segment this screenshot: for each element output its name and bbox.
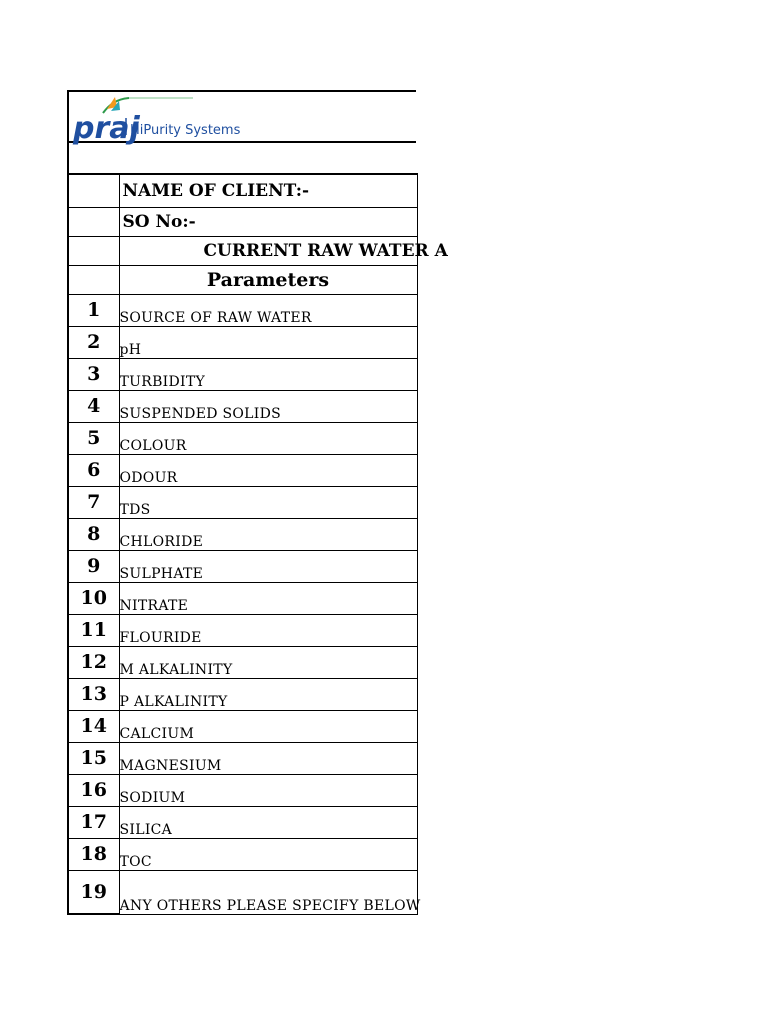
- row-number: 8: [68, 518, 119, 550]
- table-row: [68, 486, 417, 518]
- blank-row: [67, 143, 416, 173]
- row-number: 3: [68, 358, 119, 390]
- client-label: NAME OF CLIENT:-: [122, 180, 310, 201]
- parameter-name: CALCIUM: [119, 710, 417, 742]
- table-row: [68, 518, 417, 550]
- logo-wordmark: praj: [73, 111, 140, 146]
- parameter-name: SILICA: [119, 806, 417, 838]
- parameter-name: SODIUM: [119, 774, 417, 806]
- table-row: [68, 710, 417, 742]
- header-logo-row: [67, 90, 416, 146]
- parameter-name: ANY OTHERS PLEASE SPECIFY BELOW: [119, 870, 417, 914]
- parameter-name: COLOUR: [119, 422, 417, 454]
- parameter-name: TDS: [119, 486, 417, 518]
- logo-subtitle: HiPurity Systems: [130, 123, 241, 138]
- row-number: 5: [68, 422, 119, 454]
- parameter-name: SOURCE OF RAW WATER: [119, 294, 417, 326]
- form-sheet: [67, 90, 448, 919]
- parameter-name: TURBIDITY: [119, 358, 417, 390]
- section-title: CURRENT RAW WATER A: [203, 240, 448, 261]
- row-number: 12: [68, 646, 119, 678]
- section-title-row: [68, 236, 417, 265]
- table-row: [68, 422, 417, 454]
- so-label: SO No:-: [122, 211, 196, 232]
- so-field[interactable]: [119, 207, 417, 236]
- client-field[interactable]: [119, 174, 417, 207]
- parameter-name: M ALKALINITY: [119, 646, 417, 678]
- row-number: 4: [68, 390, 119, 422]
- parameters-header-row: [68, 265, 417, 294]
- table-row: [68, 678, 417, 710]
- table-row: [68, 582, 417, 614]
- table-row: [68, 454, 417, 486]
- table-row: [68, 742, 417, 774]
- row-number: 19: [68, 870, 119, 914]
- table-row: [68, 390, 417, 422]
- table-row: [68, 358, 417, 390]
- parameter-name: P ALKALINITY: [119, 678, 417, 710]
- parameters-table: [67, 173, 448, 915]
- row-number: 15: [68, 742, 119, 774]
- row-number: 10: [68, 582, 119, 614]
- parameter-name: ODOUR: [119, 454, 417, 486]
- parameter-name: pH: [119, 326, 417, 358]
- table-row: [68, 614, 417, 646]
- row-number: 6: [68, 454, 119, 486]
- row-number: 17: [68, 806, 119, 838]
- parameter-name: SULPHATE: [119, 550, 417, 582]
- parameter-name: FLOURIDE: [119, 614, 417, 646]
- row-number: 18: [68, 838, 119, 870]
- parameter-name: TOC: [119, 838, 417, 870]
- row-number: 2: [68, 326, 119, 358]
- row-number: 7: [68, 486, 119, 518]
- table-row: [68, 294, 417, 326]
- table-row: [68, 870, 417, 914]
- row-number: 16: [68, 774, 119, 806]
- so-row: [68, 207, 417, 236]
- row-number: 14: [68, 710, 119, 742]
- praj-logo: [73, 95, 243, 146]
- parameter-name: SUSPENDED SOLIDS: [119, 390, 417, 422]
- row-number: 13: [68, 678, 119, 710]
- parameter-name: MAGNESIUM: [119, 742, 417, 774]
- table-row: [68, 646, 417, 678]
- table-row: [68, 806, 417, 838]
- table-row: [68, 838, 417, 870]
- table-row: [68, 326, 417, 358]
- parameter-name: NITRATE: [119, 582, 417, 614]
- parameters-header: Parameters: [119, 265, 417, 294]
- row-number: 9: [68, 550, 119, 582]
- parameter-name: CHLORIDE: [119, 518, 417, 550]
- row-number: 11: [68, 614, 119, 646]
- client-row: [68, 174, 417, 207]
- table-row: [68, 774, 417, 806]
- row-number: 1: [68, 294, 119, 326]
- table-row: [68, 550, 417, 582]
